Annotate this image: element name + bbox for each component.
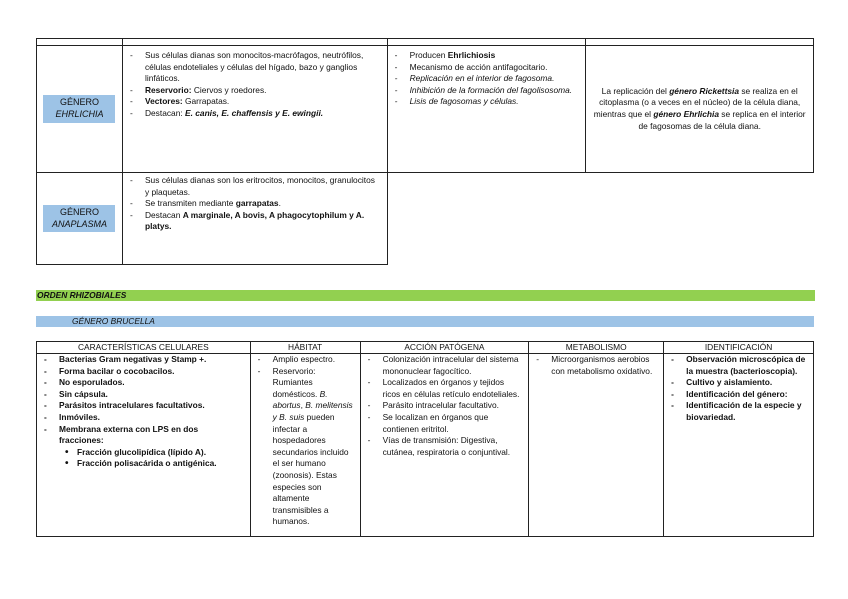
- list-item-text: Bacterias Gram negativas y Stamp +.: [59, 354, 207, 364]
- list-item: [361, 412, 523, 435]
- list-item-text: Producen: [409, 50, 448, 60]
- list-item-text: Sin cápsula.: [59, 388, 108, 399]
- list-item-text: Identificación de la especie y biovariedad.: [686, 400, 802, 422]
- ehrlichia-genus-cell: [37, 46, 123, 173]
- highlight-species: E. canis, E. chaffensis y E. ewingii.: [185, 107, 324, 118]
- list-item-text: Inhibición de la formación del fagolisosoma.: [409, 84, 573, 95]
- list-item-text: Identificación del género:: [686, 388, 788, 399]
- list-item-text: Parásitos intracelulares facultativos.: [59, 400, 205, 411]
- list-item-text: Cultivo y aislamiento.: [686, 377, 773, 388]
- ehrlichia-comparison-cell: [586, 46, 814, 173]
- anaplasma-features-list: [123, 175, 379, 233]
- list-item-text: Parásito intracelular facultativo.: [382, 400, 499, 411]
- habitat-cell: [250, 354, 360, 537]
- highlight-prefix: Destacan:: [144, 107, 186, 118]
- list-item: [388, 62, 580, 74]
- empty-cell: [586, 39, 814, 46]
- list-item-text: Replicación en el interior de fagosoma.: [409, 73, 555, 84]
- habitat-list: [251, 354, 356, 528]
- empty-cell: [122, 39, 387, 46]
- list-item: [123, 210, 379, 233]
- ehrlichia-pathogenic-cell: [387, 46, 586, 173]
- characteristics-cell: [37, 354, 251, 537]
- genus-label: GÉNERO: [59, 206, 99, 217]
- species-list: A marginale, A bovis, A phagocytophilum y A. platys.: [144, 209, 365, 232]
- list-item: [37, 424, 242, 470]
- list-item-text: ,: [300, 400, 306, 411]
- order-band: [36, 290, 815, 301]
- list-item-text: Sus células dianas son monocitos-macrófagos, neutrófilos, células endoteliales y células del hígado, bazo y ganglios linfáticos.: [144, 50, 364, 84]
- list-item: [37, 412, 242, 424]
- characteristics-list: [37, 354, 242, 470]
- vectors-value: Garrapatas.: [182, 96, 230, 107]
- list-item-text: Amplio espectro.: [272, 354, 336, 364]
- comparison-part: La replicación del: [601, 85, 670, 96]
- ehrlichia-pathogenic-list: [388, 50, 580, 108]
- list-item: [37, 354, 242, 366]
- empty-cell: [586, 173, 814, 265]
- list-item: [664, 377, 807, 389]
- brucella-table: [36, 341, 814, 537]
- metabolism-cell: [529, 354, 664, 537]
- list-item: [123, 198, 379, 210]
- rickettsiales-table: [36, 38, 814, 265]
- list-item-text: Lisis de fagosomas y células.: [409, 96, 519, 107]
- list-item: [123, 96, 379, 108]
- anaplasma-genus-label: [43, 205, 115, 232]
- header-cell: ACCIÓN PATÓGENA: [360, 342, 529, 354]
- list-item-text: Mecanismo de acción antifagocitario.: [409, 61, 548, 72]
- list-item-text: Inmóviles.: [59, 411, 100, 422]
- genus-name: EHRLICHIA: [55, 109, 104, 119]
- list-item-text: pueden infectar a hospedadores secundarios incluido el ser humano (zoonosis). Estas especies son altamente transmisibles a humanos.: [272, 411, 349, 527]
- comparison-part: se replica en el interior de fagosomas de la célula diana.: [638, 109, 806, 131]
- list-item-text: Forma bacilar o cocobacilos.: [59, 365, 175, 376]
- comparison-genus: género Rickettsia: [669, 85, 740, 96]
- reservoir-label: Reservorio:: [144, 84, 192, 95]
- pathogenic-cell: [360, 354, 529, 537]
- list-item-text: No esporulados.: [59, 377, 125, 388]
- list-item: [664, 389, 807, 401]
- list-item-text: Fracción glucolipídica (lípido A).: [77, 446, 207, 457]
- species-name: B. abortus: [272, 388, 328, 411]
- order-title: ORDEN RHIZOBIALES: [37, 290, 127, 300]
- list-item: [123, 85, 379, 97]
- identification-cell: [664, 354, 814, 537]
- list-item: [37, 377, 242, 389]
- fractions-list: [55, 447, 242, 470]
- list-item-text: Microorganismos aerobios con metabolismo oxidativo.: [551, 354, 653, 376]
- list-item: [529, 354, 657, 377]
- genus-title: GÉNERO BRUCELLA: [72, 316, 155, 326]
- ehrlichia-features-list: [123, 50, 379, 120]
- list-item: [251, 354, 356, 366]
- empty-cell: [387, 39, 586, 46]
- header-cell: CARACTERÍSTICAS CELULARES: [37, 342, 251, 354]
- comparison-part: se realiza en el citoplasma (o a veces en el núcleo) de la célula diana, mientras que el: [593, 85, 801, 119]
- anaplasma-row: [37, 173, 814, 265]
- comparison-genus: género Ehrlichia: [653, 109, 719, 119]
- list-item-text: Vías de transmisión: Digestiva, cutánea, respiratoria o conjuntival.: [382, 435, 511, 457]
- list-item-text: Reservorio: Rumiantes domésticos.: [272, 365, 320, 399]
- comparison-text: [592, 86, 807, 132]
- empty-cell: [37, 39, 123, 46]
- genus-name: ANAPLASMA: [51, 218, 107, 229]
- list-item: [361, 435, 523, 458]
- identification-list: [664, 354, 807, 424]
- metabolism-list: [529, 354, 657, 377]
- list-item: [37, 389, 242, 401]
- pathogenic-list: [361, 354, 523, 458]
- list-item: [388, 73, 580, 85]
- list-item-text: Sus células dianas son los eritrocitos, monocitos, granulocitos y plaquetas.: [144, 175, 375, 197]
- list-item: [664, 354, 807, 377]
- table-header-row: [37, 39, 814, 46]
- list-item: [388, 96, 580, 108]
- list-item-text: Localizados en órganos y tejidos ricos en células retículo endoteliales.: [382, 377, 520, 399]
- list-item-text: Destacan: [144, 209, 183, 220]
- list-item-text: Se transmiten mediante: [144, 198, 236, 209]
- list-item-text: Observación microscópica de la muestra (bacterioscopia).: [686, 354, 806, 376]
- list-item-text: .: [278, 198, 281, 209]
- list-item-text: Membrana externa con LPS en dos fracciones:: [59, 423, 199, 446]
- brucella-header-row: [37, 342, 814, 354]
- ehrlichia-row: [37, 46, 814, 173]
- empty-cell: [387, 173, 586, 265]
- header-cell: HÁBITAT: [250, 342, 360, 354]
- genus-band: [36, 316, 814, 327]
- list-item: [123, 50, 379, 85]
- anaplasma-features-cell: [122, 173, 387, 265]
- reservoir-value: Ciervos y roedores.: [191, 84, 267, 95]
- list-item: [37, 400, 242, 412]
- list-item-text: Se localizan en órganos que contienen eritritol.: [382, 411, 489, 434]
- list-item: [361, 354, 523, 377]
- list-item: [123, 175, 379, 198]
- list-item-text: Fracción polisacárida o antigénica.: [77, 458, 217, 469]
- ehrlichia-features-cell: [122, 46, 387, 173]
- ehrlichia-genus-label: [43, 95, 115, 122]
- list-item: [123, 108, 379, 120]
- list-item: [388, 85, 580, 97]
- list-item: [388, 50, 580, 62]
- genus-label: GÉNERO: [59, 97, 99, 108]
- species-name: B. melitensis y B. suis: [272, 400, 353, 422]
- header-cell: METABOLISMO: [529, 342, 664, 354]
- list-item: [37, 366, 242, 378]
- list-item: [251, 366, 356, 528]
- anaplasma-genus-cell: [37, 173, 123, 265]
- brucella-body-row: [37, 354, 814, 537]
- disease-name: Ehrlichiosis: [447, 50, 496, 60]
- list-item: [55, 447, 242, 459]
- header-cell: IDENTIFICACIÓN: [664, 342, 814, 354]
- list-item-text: Colonización intracelular del sistema mononuclear fagocítico.: [382, 354, 519, 376]
- vectors-label: Vectores:: [144, 96, 183, 107]
- list-item: [361, 400, 523, 412]
- list-item: [361, 377, 523, 400]
- vector-name: garrapatas: [235, 198, 279, 209]
- list-item: [55, 458, 242, 470]
- list-item: [664, 400, 807, 423]
